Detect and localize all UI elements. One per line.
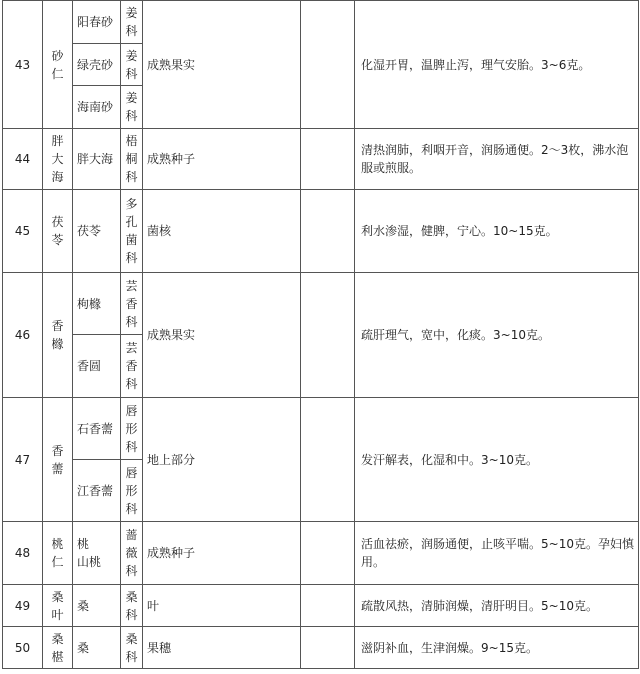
medicinal-part: 果穗 — [143, 627, 301, 669]
row-number: 48 — [3, 522, 43, 585]
source-plant: 枸橼 — [73, 273, 121, 335]
plant-family: 唇形科 — [121, 460, 143, 522]
blank-cell — [301, 398, 355, 522]
table-row — [3, 190, 639, 273]
medicinal-part: 地上部分 — [143, 398, 301, 522]
row-number: 50 — [3, 627, 43, 669]
herb-name: 香橼 — [43, 273, 73, 398]
blank-cell — [301, 1, 355, 129]
herb-table — [2, 0, 639, 669]
effect-text: 发汗解表，化湿和中。3~10克。 — [355, 398, 639, 522]
table-row — [3, 1, 639, 44]
herb-name-char: 砂仁 — [51, 48, 64, 81]
table-row — [3, 129, 639, 190]
blank-cell — [301, 585, 355, 627]
medicinal-part: 成熟种子 — [143, 129, 301, 190]
source-plant: 桃 山桃 — [73, 522, 121, 585]
blank-cell — [301, 129, 355, 190]
row-number: 46 — [3, 273, 43, 398]
row-number: 43 — [3, 1, 43, 129]
plant-family: 唇形科 — [121, 398, 143, 460]
medicinal-part: 成熟果实 — [143, 273, 301, 398]
herb-name: 香薷 — [43, 398, 73, 522]
herb-name: 桃仁 — [43, 522, 73, 585]
plant-family: 姜科 — [121, 86, 143, 129]
row-number: 49 — [3, 585, 43, 627]
plant-family: 蔷薇科 — [121, 522, 143, 585]
plant-family: 姜科 — [121, 1, 143, 44]
effect-text: 化湿开胃，温脾止泻，理气安胎。3~6克。 — [355, 1, 639, 129]
source-plant: 阳春砂 — [73, 1, 121, 44]
table-row — [3, 627, 639, 669]
herb-name — [43, 1, 73, 129]
medicinal-part: 叶 — [143, 585, 301, 627]
source-plant: 胖大海 — [73, 129, 121, 190]
plant-family: 梧桐科 — [121, 129, 143, 190]
plant-family: 芸香科 — [121, 273, 143, 335]
source-plant: 海南砂 — [73, 86, 121, 129]
plant-family: 姜科 — [121, 44, 143, 86]
table-row — [3, 522, 639, 585]
row-number: 44 — [3, 129, 43, 190]
row-number: 47 — [3, 398, 43, 522]
source-plant: 桑 — [73, 585, 121, 627]
blank-cell — [301, 627, 355, 669]
source-plant: 茯苓 — [73, 190, 121, 273]
plant-family: 桑科 — [121, 585, 143, 627]
table-row — [3, 398, 639, 460]
plant-family: 多孔菌科 — [121, 190, 143, 273]
source-plant: 香圆 — [73, 335, 121, 398]
effect-text: 疏肝理气，宽中，化痰。3~10克。 — [355, 273, 639, 398]
blank-cell — [301, 190, 355, 273]
plant-family: 芸香科 — [121, 335, 143, 398]
table-row — [3, 585, 639, 627]
effect-text: 利水渗湿，健脾，宁心。10~15克。 — [355, 190, 639, 273]
table-row — [3, 273, 639, 335]
herb-name: 桑叶 — [43, 585, 73, 627]
medicinal-part: 菌核 — [143, 190, 301, 273]
herb-name: 桑椹 — [43, 627, 73, 669]
medicinal-part: 成熟种子 — [143, 522, 301, 585]
blank-cell — [301, 273, 355, 398]
medicinal-part: 成熟果实 — [143, 1, 301, 129]
effect-text: 疏散风热，清肺润燥，清肝明目。5~10克。 — [355, 585, 639, 627]
source-plant: 石香薷 — [73, 398, 121, 460]
source-plant: 绿壳砂 — [73, 44, 121, 86]
row-number: 45 — [3, 190, 43, 273]
blank-cell — [301, 522, 355, 585]
source-plant: 桑 — [73, 627, 121, 669]
herb-name: 胖大海 — [43, 129, 73, 190]
plant-family: 桑科 — [121, 627, 143, 669]
effect-text: 滋阴补血，生津润燥。9~15克。 — [355, 627, 639, 669]
effect-text: 活血祛瘀，润肠通便，止咳平喘。5~10克。孕妇慎用。 — [355, 522, 639, 585]
source-plant: 江香薷 — [73, 460, 121, 522]
effect-text: 清热润肺，利咽开音，润肠通便。2〜3枚，沸水泡服或煎服。 — [355, 129, 639, 190]
herb-name: 茯苓 — [43, 190, 73, 273]
